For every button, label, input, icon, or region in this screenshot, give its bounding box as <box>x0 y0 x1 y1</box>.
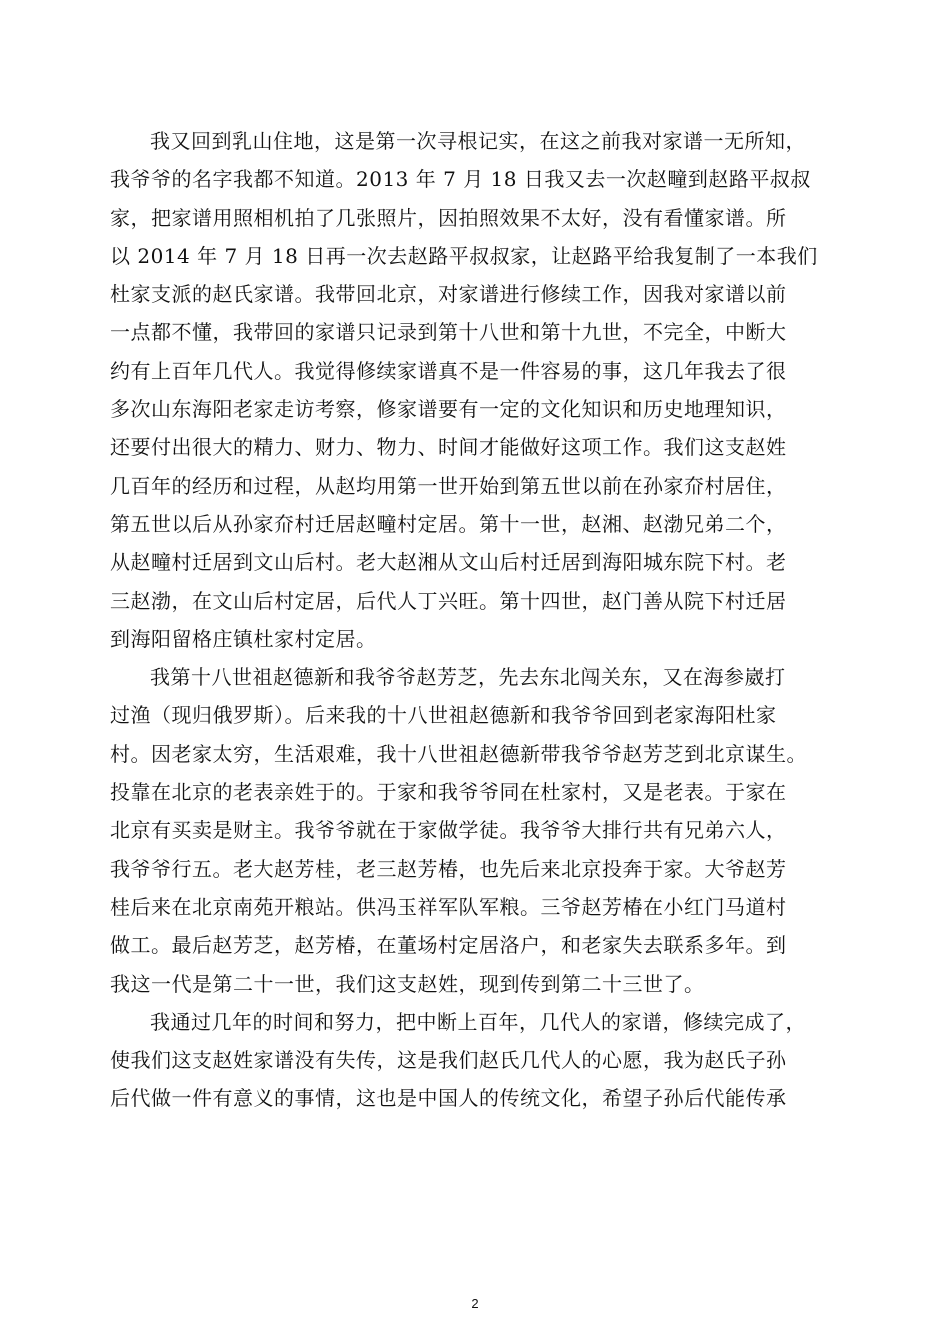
text-line: 我又回到乳山住地，这是第一次寻根记实，在这之前我对家谱一无所知， <box>150 129 806 153</box>
text-line: 投靠在北京的老表亲姓于的。于家和我爷爷同在杜家村，又是老表。于家在 <box>110 780 787 805</box>
text-line: 约有上百年几代人。我觉得修续家谱真不是一件容易的事，这几年我去了很 <box>110 358 787 383</box>
text-line: 还要付出很大的精力、财力、物力、时间才能做好这项工作。我们这支赵姓 <box>110 435 787 460</box>
text-line: 我通过几年的时间和努力，把中断上百年，几代人的家谱，修续完成了， <box>150 1009 806 1034</box>
text-line: 做工。最后赵芳芝，赵芳椿，在董场村定居洛户，和老家失去联系多年。到 <box>110 933 787 958</box>
text-line: 我爷爷行五。老大赵芳桂，老三赵芳椿，也先后来北京投奔于家。大爷赵芳 <box>110 856 787 881</box>
text-line: 多次山东海阳老家走访考察，修家谱要有一定的文化知识和历史地理知识， <box>110 397 787 422</box>
text-line: 桂后来在北京南苑开粮站。供冯玉祥军队军粮。三爷赵芳椿在小红门马道村 <box>110 894 787 919</box>
text-line: 使我们这支赵姓家谱没有失传，这是我们赵氏几代人的心愿，我为赵氏子孙 <box>110 1048 787 1073</box>
text-line: 从赵疃村迁居到文山后村。老大赵湘从文山后村迁居到海阳城东院下村。老 <box>110 550 787 575</box>
page-number: 2 <box>471 1296 479 1311</box>
text-line: 杜家支派的赵氏家谱。我带回北京，对家谱进行修续工作，因我对家谱以前 <box>110 282 787 307</box>
text-line: 家，把家谱用照相机拍了几张照片，因拍照效果不太好，没有看懂家谱。所 <box>110 205 787 230</box>
paragraph-2 <box>110 658 855 1003</box>
text-line: 第五世以后从孙家夼村迁居赵疃村定居。第十一世，赵湘、赵渤兄弟二个， <box>110 511 787 536</box>
text-line: 一点都不懂，我带回的家谱只记录到第十八世和第十九世，不完全，中断大 <box>110 320 787 345</box>
text-line: 过渔（现归俄罗斯）。后来我的十八世祖赵德新和我爷爷回到老家海阳杜家 <box>110 703 777 728</box>
text-line: 我这一代是第二十一世，我们这支赵姓，现到传到第二十三世了。 <box>110 971 705 996</box>
text-line: 三赵渤，在文山后村定居，后代人丁兴旺。第十四世，赵门善从院下村迁居 <box>110 588 787 613</box>
paragraph-1 <box>110 122 855 658</box>
text-line: 到海阳留格庄镇杜家村定居。 <box>110 626 377 651</box>
text-line: 我爷爷的名字我都不知道。2013 年 7 月 18 日我又去一次赵疃到赵路平叔叔 <box>110 167 811 192</box>
text-line: 以 2014 年 7 月 18 日再一次去赵路平叔叔家，让赵路平给我复制了一本我们 <box>110 243 818 268</box>
text-line: 村。因老家太穷，生活艰难，我十八世祖赵德新带我爷爷赵芳芝到北京谋生。 <box>110 741 807 766</box>
text-line: 后代做一件有意义的事情，这也是中国人的传统文化，希望子孙后代能传承 <box>110 1086 787 1111</box>
text-line: 我第十八世祖赵德新和我爷爷赵芳芝，先去东北闯关东，又在海参崴打 <box>150 665 786 690</box>
text-line: 北京有买卖是财主。我爷爷就在于家做学徒。我爷爷大排行共有兄弟六人， <box>110 818 787 843</box>
body-text <box>110 122 855 1118</box>
text-line: 几百年的经历和过程，从赵均用第一世开始到第五世以前在孙家夼村居住， <box>110 473 787 498</box>
paragraph-3 <box>110 1003 855 1118</box>
